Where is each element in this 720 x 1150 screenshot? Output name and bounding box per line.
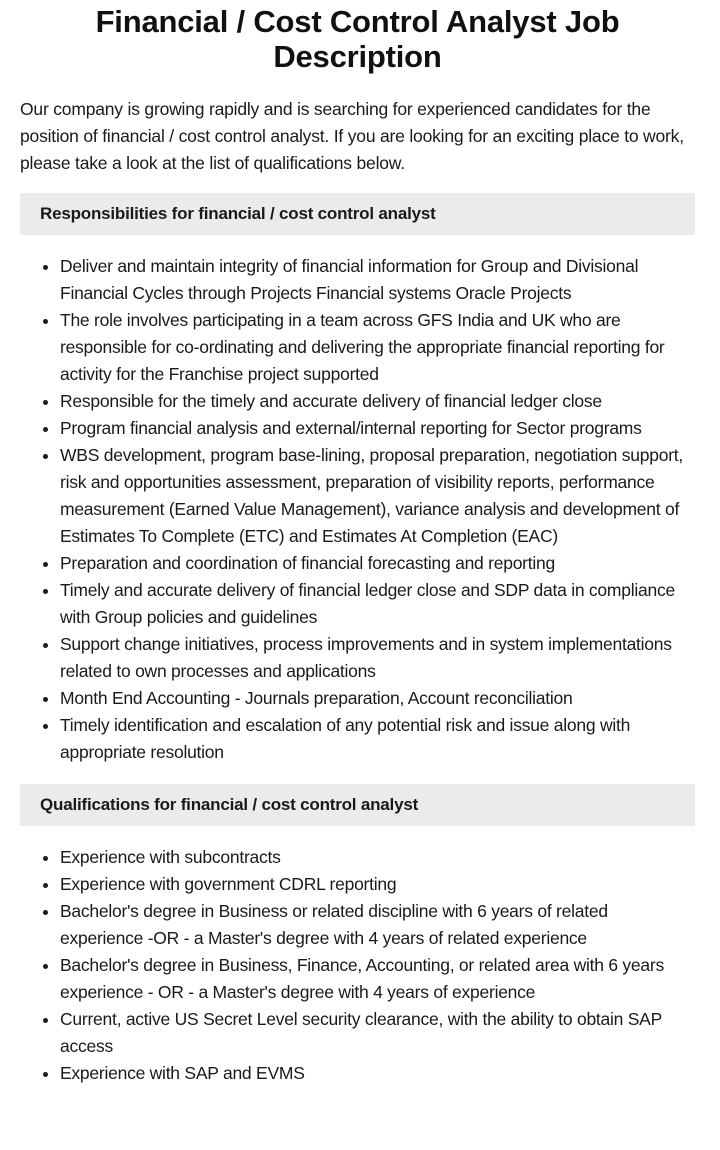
list-item: • The role involves participating in a team across GFS India and UK who are responsible for co-ordinating and delivering the appropriate financial reporting for activity for the Franchise project supported: [60, 307, 695, 388]
list-item: • Program financial analysis and external/internal reporting for Sector programs: [60, 415, 695, 442]
intro-paragraph: Our company is growing rapidly and is searching for experienced candidates for the position of financial / cost control analyst. If you are looking for an exciting place to work, please take a look at the list of qualifications below.: [20, 99, 684, 173]
list-item: • Bachelor's degree in Business, Finance, Accounting, or related area with 6 years experience - OR - a Master's degree with 4 years of experience: [60, 952, 695, 1006]
list-item: • Experience with subcontracts: [60, 844, 695, 871]
list-item: • Timely identification and escalation of any potential risk and issue along with appropriate resolution: [60, 712, 695, 766]
list-item: • Month End Accounting - Journals preparation, Account reconciliation: [60, 685, 695, 712]
list-item: • Experience with government CDRL reporting: [60, 871, 695, 898]
qualifications-list: [20, 844, 695, 1087]
job-description: [0, 4, 720, 1087]
responsibilities-list: [20, 253, 695, 766]
list-item: • WBS development, program base-lining, proposal preparation, negotiation support, risk and opportunities assessment, preparation of visibility reports, performance measurement (Earned Value Management), variance analysis and development of Estimates To Complete (ETC) and Estimates At Completion (EAC): [60, 442, 695, 550]
list-item: • Deliver and maintain integrity of financial information for Group and Divisional Financial Cycles through Projects Financial systems Oracle Projects: [60, 253, 695, 307]
list-item: • Current, active US Secret Level security clearance, with the ability to obtain SAP access: [60, 1006, 695, 1060]
page-title: Financial / Cost Control Analyst Job Description: [95, 4, 620, 74]
list-item: • Bachelor's degree in Business or related discipline with 6 years of related experience -OR - a Master's degree with 4 years of related experience: [60, 898, 695, 952]
qualifications-heading: Qualifications for financial / cost control analyst: [20, 784, 695, 826]
list-item: • Experience with SAP and EVMS: [60, 1060, 695, 1087]
list-item: • Support change initiatives, process improvements and in system implementations related to own processes and applications: [60, 631, 695, 685]
list-item: • Timely and accurate delivery of financial ledger close and SDP data in compliance with Group policies and guidelines: [60, 577, 695, 631]
list-item: • Preparation and coordination of financial forecasting and reporting: [60, 550, 695, 577]
responsibilities-heading: Responsibilities for financial / cost control analyst: [20, 193, 695, 235]
list-item: • Responsible for the timely and accurate delivery of financial ledger close: [60, 388, 695, 415]
